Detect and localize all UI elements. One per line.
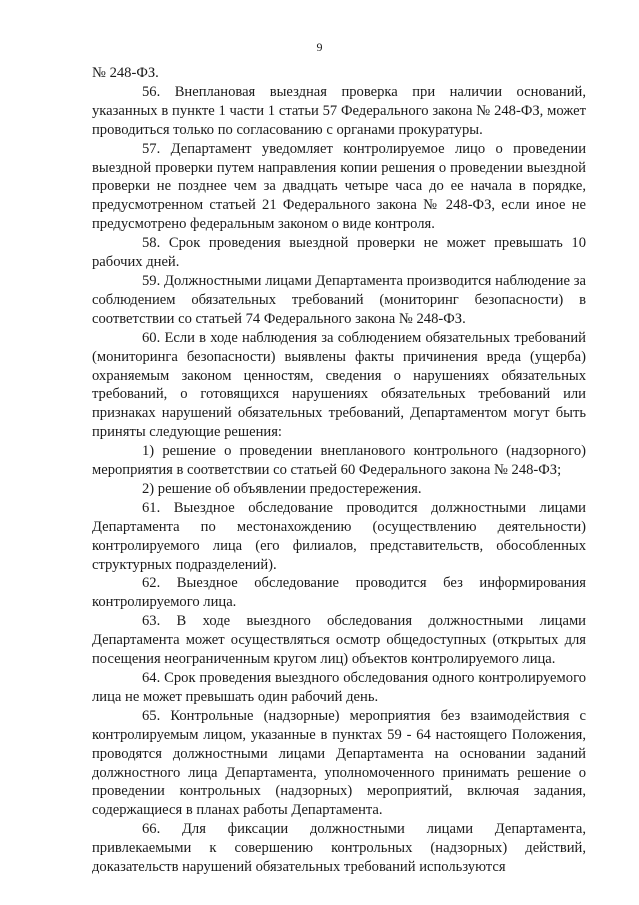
paragraph-65: 65. Контрольные (надзорные) мероприятия без взаимодействия с контролируемым лицом, указанные в пунктах 59 - 64 настоящего Положения, проводятся должностными лицами Департамента на основании заданий должностного лица Департамента, уполномоченного принимать решение о проведении контрольных (надзорных) мероприятий, включая задания, содержащиеся в планах работы Департамента. <box>92 707 586 819</box>
paragraph-56: 56. Внеплановая выездная проверка при наличии оснований, указанных в пункте 1 части 1 статьи 57 Федерального закона № 248-ФЗ, может проводиться только по согласованию с органами прокуратуры. <box>92 83 586 138</box>
paragraph-61: 61. Выездное обследование проводится должностными лицами Департамента по местонахождению (осуществлению деятельности) контролируемого лица (его филиалов, представительств, обособленных структурных подразделений). <box>92 499 586 573</box>
document-body <box>92 64 586 877</box>
paragraph-59: 59. Должностными лицами Департамента производится наблюдение за соблюдением обязательных требований (мониторинг безопасности) в соответствии со статьей 74 Федерального закона № 248-ФЗ. <box>92 272 586 327</box>
paragraph-58: 58. Срок проведения выездной проверки не может превышать 10 рабочих дней. <box>92 235 586 271</box>
paragraph-64: 64. Срок проведения выездного обследования одного контролируемого лица не может превышать один рабочий день. <box>92 670 586 705</box>
paragraph-60-item-2: 2) решение об объявлении предостережения. <box>142 480 422 497</box>
paragraph-66: 66. Для фиксации должностными лицами Департамента, привлекаемыми к совершению контрольных (надзорных) действий, доказательств нарушений обязательных требований используются <box>92 821 586 876</box>
page-number: 9 <box>316 40 323 54</box>
paragraph-63: 63. В ходе выездного обследования должностными лицами Департамента может осуществляться осмотр общедоступных (открытых для посещения неограниченным кругом лиц) объектов контролируемого лица. <box>92 613 586 668</box>
paragraph-60: 60. Если в ходе наблюдения за соблюдением обязательных требований (мониторинга безопасности) выявлены факты причинения вреда (ущерба) охраняемым законом ценностям, сведения о нарушениях обязательных требований, о готовящихся нарушениях обязательных требований или признаках нарушений обязательных требований, Департаментом могут быть приняты следующие решения: <box>92 329 586 441</box>
paragraph-57: 57. Департамент уведомляет контролируемое лицо о проведении выездной проверки путем направления копии решения о проведении выездной проверки не позднее чем за двадцать четыре часа до ее начала в порядке, предусмотренном статьей 21 Федерального закона № 248-ФЗ, если иное не предусмотрено федеральным законом о виде контроля. <box>92 140 586 233</box>
paragraph-60-item-1: 1) решение о проведении внепланового контрольного (надзорного) мероприятия в соответствии со статьей 60 Федерального закона № 248-ФЗ; <box>92 443 586 479</box>
paragraph-continuation: № 248-ФЗ. <box>92 65 159 81</box>
paragraph-62: 62. Выездное обследование проводится без информирования контролируемого лица. <box>92 575 586 611</box>
